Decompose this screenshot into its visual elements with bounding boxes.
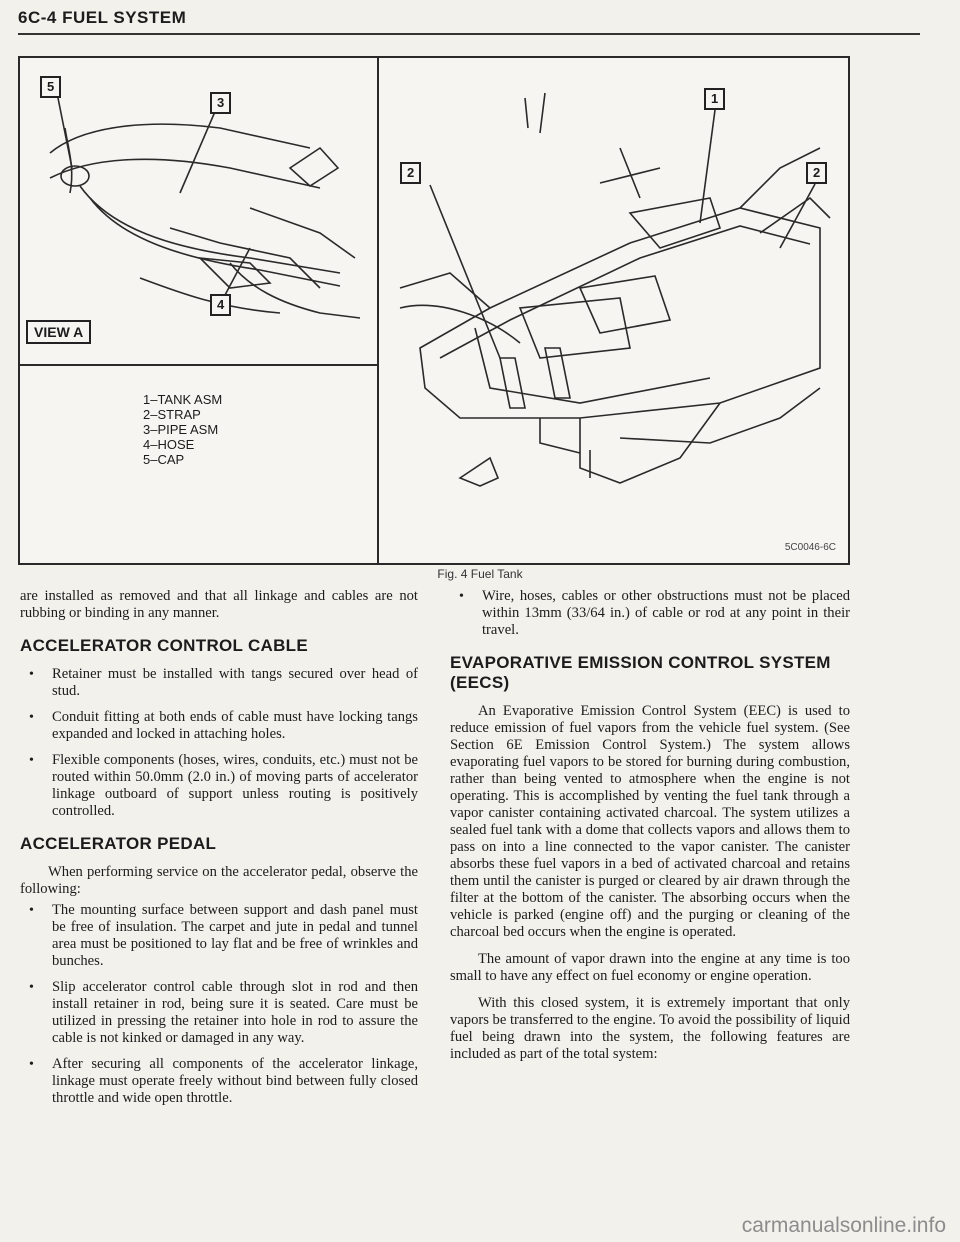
obstruction-bullet-list xyxy=(450,588,850,639)
cable-bullet-list xyxy=(20,666,418,820)
continued-paragraph: are installed as removed and that all linkage and cables are not rubbing or binding in any manner. xyxy=(20,588,418,621)
legend-item: 4–HOSE xyxy=(143,437,195,452)
page-header: 6C-4 FUEL SYSTEM xyxy=(18,8,187,27)
eecs-paragraph-3: With this closed system, it is extremely important that only vapors be transferred to the engine. To avoid the possibility of liquid fuel being drawn into the system, the following features are included as part of the total system: xyxy=(450,995,850,1062)
callout-2-right: 2 xyxy=(806,162,827,184)
heading-eecs: EVAPORATIVE EMISSION CONTROL SYSTEM (EECS) xyxy=(450,653,831,692)
view-a-label: VIEW A xyxy=(26,320,91,344)
fuel-tank-figure xyxy=(18,56,850,565)
figure-horizontal-divider xyxy=(20,364,379,366)
list-item: • Wire, hoses, cables or other obstructions must not be placed within 13mm (33/64 in.) of cable or rod at any point in their travel. xyxy=(450,588,850,639)
callout-4: 4 xyxy=(210,294,231,316)
legend-item: 1–TANK ASM xyxy=(143,392,223,407)
pedal-intro-paragraph: When performing service on the accelerator pedal, observe the following: xyxy=(20,864,418,897)
eecs-paragraph-2: The amount of vapor drawn into the engine at any time is too small to have any effect on fuel economy or engine operation. xyxy=(450,951,850,984)
eecs-paragraph-1: An Evaporative Emission Control System (EEC) is used to reduce emission of fuel vapors from the vehicle fuel system. (See Section 6E Emission Control System.) The system allows evaporating fuel vapors to be stored for burning during combustion, rather than being vented to atmosphere when the engine is not operating. This is accomplished by venting the fuel tank through a vapor canister containing activated charcoal. The system utilizes a sealed fuel tank with a dome that collects vapors and allows them to pass on into a line connected to the vapor canister. The canister absorbs these fuel vapors in a bed of activated charcoal and retains them until the canister is purged or cleared by air drawn through the filter at the bottom of the canister. The absorbing occurs when the vehicle is parked (engine off) and the purging or cleaning of the charcoal bed occurs when the engine is operated. xyxy=(450,703,850,940)
figure-vertical-divider xyxy=(377,58,379,563)
pedal-bullet-list xyxy=(20,902,418,1107)
list-item: • Slip accelerator control cable through slot in rod and then install retainer in rod, being sure it is seated. Care must be utilized in pressing the retainer into hole in rod to assure the cable is not kinked or damaged in any way. xyxy=(20,979,418,1047)
fuel-tank-illustration xyxy=(20,58,848,563)
callout-2-left: 2 xyxy=(400,162,421,184)
legend-item: 5–CAP xyxy=(143,452,185,467)
list-item: • Retainer must be installed with tangs secured over head of stud. xyxy=(20,666,418,700)
list-item: • The mounting surface between support and dash panel must be free of insulation. The carpet and jute in pedal and tunnel area must be positioned to lay flat and be free of wrinkles and bunches. xyxy=(20,902,418,970)
header-rule xyxy=(18,33,920,35)
heading-accelerator-pedal: ACCELERATOR PEDAL xyxy=(20,834,217,853)
legend-item: 3–PIPE ASM xyxy=(143,422,219,437)
list-item: • After securing all components of the accelerator linkage, linkage must operate freely without bind between fully closed throttle and wide open throttle. xyxy=(20,1056,418,1107)
callout-3: 3 xyxy=(210,92,231,114)
figure-legend xyxy=(143,392,222,467)
heading-accelerator-control-cable: ACCELERATOR CONTROL CABLE xyxy=(20,636,308,655)
watermark: carmanualsonline.info xyxy=(741,1214,946,1237)
right-column xyxy=(450,588,850,1073)
callout-1: 1 xyxy=(704,88,725,110)
callout-5: 5 xyxy=(40,76,61,98)
legend-item: 2–STRAP xyxy=(143,407,201,422)
figure-code: 5C0046-6C xyxy=(784,542,836,553)
left-column xyxy=(20,588,418,1116)
figure-caption: Fig. 4 Fuel Tank xyxy=(437,567,523,581)
list-item: • Flexible components (hoses, wires, conduits, etc.) must not be routed within 50.0mm (2.0 in.) of moving parts of accelerator linkage outboard of support unless routing is positively controlled. xyxy=(20,752,418,820)
list-item: • Conduit fitting at both ends of cable must have locking tangs expanded and locked in attaching holes. xyxy=(20,709,418,743)
